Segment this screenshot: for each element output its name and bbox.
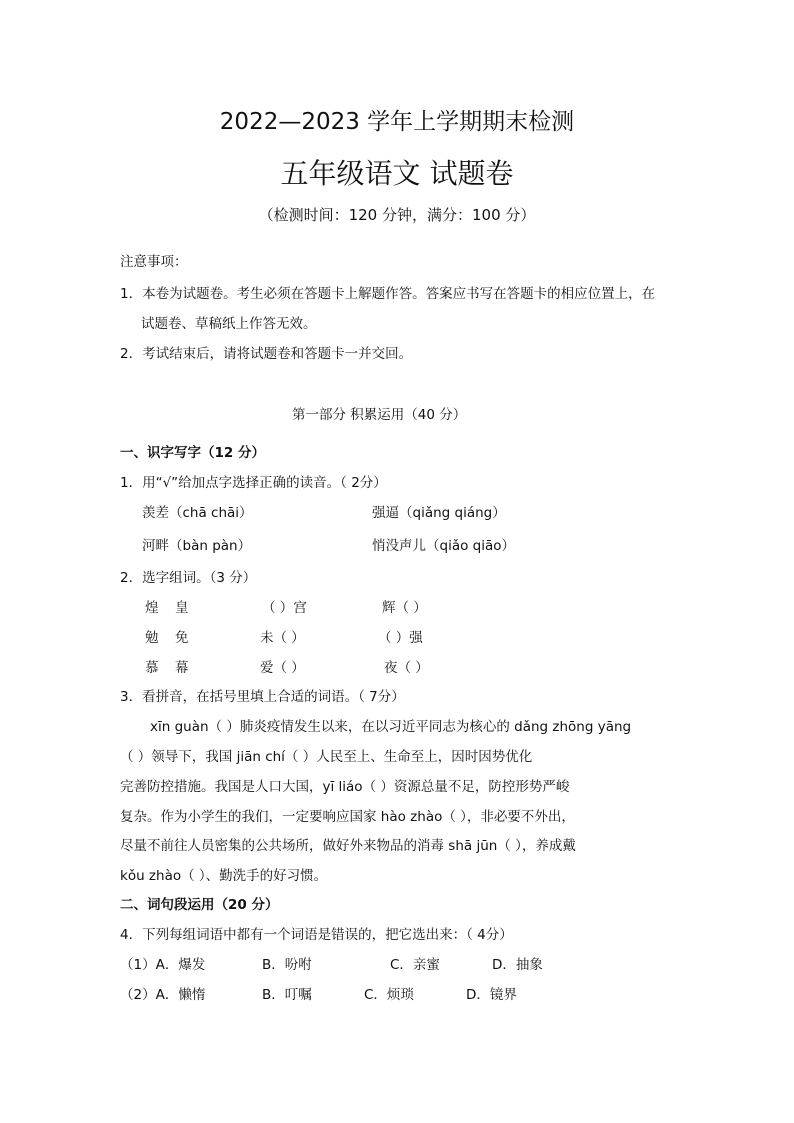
question-3-passage-line: kǒu zhào（ ）、勤洗手的好习惯。 <box>120 868 328 884</box>
question-1-option-d: 悄没声儿（qiǎo qiāo） <box>372 538 515 554</box>
section-2-heading: 二、词句段运用（20 分） <box>120 897 279 913</box>
question-4-group-2-option-d: D．镜界 <box>466 987 517 1003</box>
question-2-char-1: 煌 <box>145 600 159 616</box>
question-3-passage-line: 完善防控措施。我国是人口大国，yī liáo（ ）资源总量不足，防控形势严峻 <box>120 779 570 795</box>
question-4-group-1-option-d: D．抽象 <box>492 957 543 973</box>
question-2-stem: 2．选字组词。（3 分） <box>120 570 257 586</box>
question-2-char-1: 慕 <box>145 660 159 676</box>
section-1-heading: 一、识字写字（12 分） <box>120 445 265 461</box>
question-4-group-2-option-b: B．叮嘱 <box>262 987 312 1003</box>
exam-time-score: （检测时间：120 分钟，满分：100 分） <box>258 206 536 224</box>
question-2-char-2: 幕 <box>175 660 189 676</box>
question-4-group-1-option-a: （1）A．爆发 <box>120 957 206 973</box>
question-2-char-2: 免 <box>175 630 189 646</box>
question-4-group-1-option-b: B．吩咐 <box>262 957 312 973</box>
question-2-char-1: 勉 <box>145 630 159 646</box>
exam-subject-title: 五年级语文 试题卷 <box>280 157 514 190</box>
notice-item-1-line-2: 试题卷、草稿纸上作答无效。 <box>141 316 317 332</box>
exam-title: 2022—2023 学年上学期期末检测 <box>219 109 575 135</box>
question-3-passage-line: （ ）领导下，我国 jiān chí（ ）人民至上、生命至上，因时因势优化 <box>120 749 533 765</box>
question-2-word-blank-1: 未（ ） <box>260 630 305 646</box>
question-3-stem: 3．看拼音，在括号里填上合适的词语。（ 7分） <box>120 689 405 705</box>
part-1-title: 第一部分 积累运用（40 分） <box>292 407 467 423</box>
question-2-word-blank-1: 爱（ ） <box>260 660 305 676</box>
question-4-group-2-option-c: C．烦琐 <box>364 987 414 1003</box>
question-3-passage-line: 复杂。作为小学生的我们，一定要响应国家 hào zhào（ ），非必要不外出， <box>120 809 575 825</box>
question-3-passage-line: xīn guàn（ ）肺炎疫情发生以来，在以习近平同志为核心的 dǎng zhōng yāng <box>150 719 632 735</box>
question-2-word-blank-2: （ ）强 <box>378 630 423 646</box>
question-3-passage-line: 尽量不前往人员密集的公共场所，做好外来物品的消毒 shā jūn（ ），养成戴 <box>120 838 576 854</box>
question-1-option-c: 河畔（bàn pàn） <box>142 538 252 554</box>
question-4-group-2-option-a: （2）A．懒惰 <box>120 987 206 1003</box>
question-1-option-b: 强逼（qiǎng qiáng） <box>372 505 506 521</box>
question-4-group-1-option-c: C．亲蜜 <box>390 957 440 973</box>
question-2-char-2: 皇 <box>175 600 189 616</box>
question-1-option-a: 羡差（chā chāi） <box>142 505 253 521</box>
question-2-word-blank-2: 辉（ ） <box>382 600 427 616</box>
question-4-stem: 4．下列每组词语中都有一个词语是错误的，把它选出来：（ 4分） <box>120 927 513 943</box>
question-2-word-blank-2: 夜（ ） <box>384 660 429 676</box>
question-2-word-blank-1: （ ）宫 <box>262 600 307 616</box>
notice-item-2: 2．考试结束后，请将试题卷和答题卡一并交回。 <box>120 346 413 362</box>
notice-item-1-line-1: 1．本卷为试题卷。考生必须在答题卡上解题作答。答案应书写在答题卡的相应位置上，在 <box>120 286 656 302</box>
notice-heading: 注意事项： <box>120 254 188 270</box>
question-1-stem: 1．用“√”给加点字选择正确的读音。（ 2分） <box>120 475 387 491</box>
